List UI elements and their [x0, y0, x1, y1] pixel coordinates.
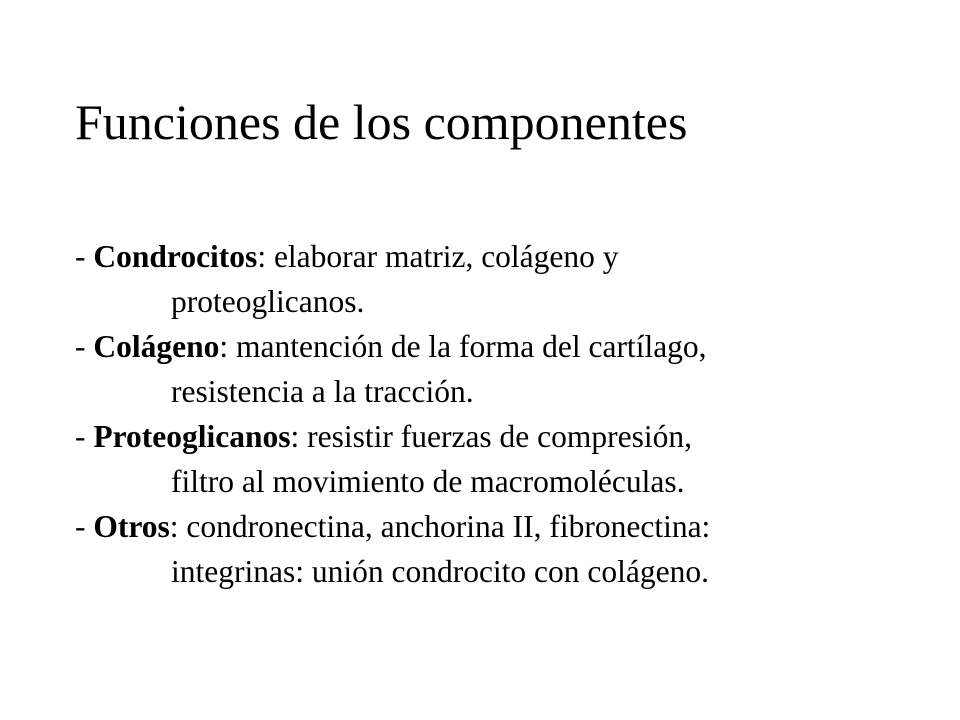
component-list [75, 234, 915, 594]
continuation-otros: integrinas: unión condrocito con colágeno. [171, 554, 709, 589]
list-item-otros [75, 504, 915, 594]
description-proteoglicanos: : resistir fuerzas de compresión, [290, 419, 693, 454]
description-otros: : condronectina, anchorina II, fibronectina: [169, 509, 711, 544]
continuation-condrocitos: proteoglicanos. [171, 284, 365, 319]
slide-title: Funciones de los componentes [75, 94, 688, 150]
term-condrocitos: Condrocitos [93, 239, 258, 274]
list-item-line [75, 234, 915, 279]
bullet-dash: - [75, 329, 94, 364]
term-proteoglicanos: Proteoglicanos [93, 419, 291, 454]
description-colageno: : mantención de la forma del cartílago, [219, 329, 707, 364]
bullet-dash: - [75, 419, 94, 454]
list-item-colageno [75, 324, 915, 414]
continuation-colageno: resistencia a la tracción. [171, 374, 474, 409]
list-item-line [75, 324, 915, 369]
continuation-proteoglicanos: filtro al movimiento de macromoléculas. [171, 464, 685, 499]
bullet-dash: - [75, 239, 94, 274]
term-otros: Otros [93, 509, 170, 544]
list-item-line [75, 414, 915, 459]
list-item-line [75, 504, 915, 549]
list-item-proteoglicanos [75, 414, 915, 504]
bullet-dash: - [75, 509, 94, 544]
term-colageno: Colágeno [93, 329, 220, 364]
list-item-condrocitos [75, 234, 915, 324]
description-condrocitos: : elaborar matriz, colágeno y [257, 239, 619, 274]
